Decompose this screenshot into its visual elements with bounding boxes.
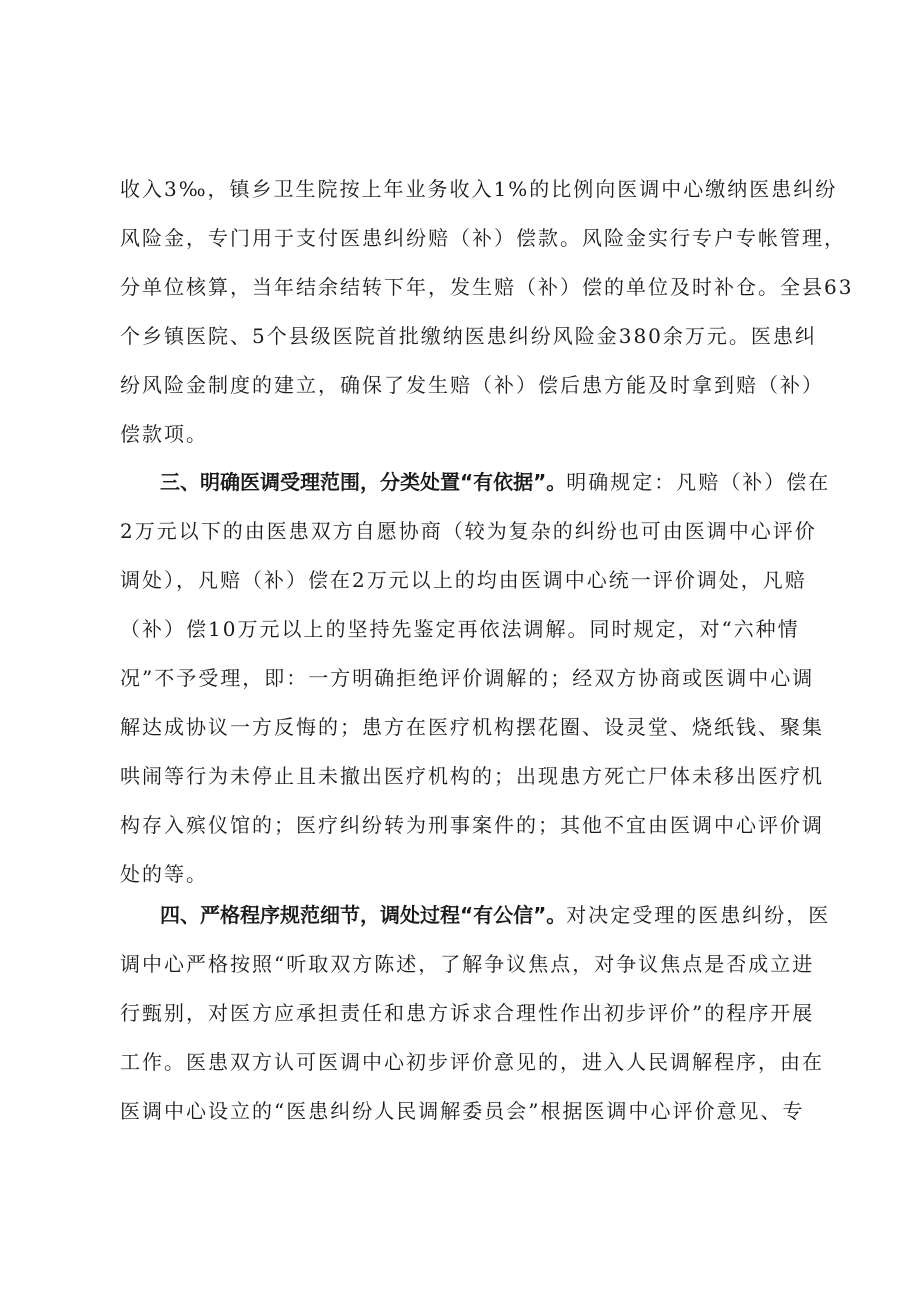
text-line: 哄闹等行为未停止且未撤出医疗机构的；出现患方死亡尸体未移出医疗机 [120, 764, 824, 788]
text-line: 行甄别，对医方应承担责任和患方诉求合理性作出初步评价”的程序开展 [120, 1001, 815, 1025]
text-line: 解达成协议一方反悔的；患方在医疗机构摆花圈、设灵堂、烧纸钱、聚集 [120, 715, 824, 739]
text-line: 工作。医患双方认可医调中心初步评价意见的，进入人民调解程序，由在 [120, 1050, 824, 1074]
text-line: 分单位核算，当年结余结转下年，发生赔（补）偿的单位及时补仓。全县63 [120, 275, 854, 299]
text-line: 医调中心设立的“医患纠纷人民调解委员会”根据医调中心评价意见、专 [120, 1099, 805, 1123]
text-line: 处的等。 [120, 862, 208, 886]
text-line: 纷风险金制度的建立，确保了发生赔（补）偿后患方能及时拿到赔（补） [120, 373, 824, 397]
section-heading: 四、严格程序规范细节，调处过程“有公信”。 [160, 903, 567, 927]
text-line: 收入3‰，镇乡卫生院按上年业务收入1%的比例向医调中心缴纳医患纠纷 [120, 177, 838, 201]
text-line: 构存入殡仪馆的；医疗纠纷转为刑事案件的；其他不宜由医调中心评价调 [120, 813, 824, 837]
text-line: （补）偿10万元以上的坚持先鉴定再依法调解。同时规定，对“六种情 [120, 617, 800, 641]
text-line: 个乡镇医院、5个县级医院首批缴纳医患纠纷风险金380余万元。医患纠 [120, 324, 817, 348]
text-line: 况”不予受理，即：一方明确拒绝评价调解的；经双方协商或医调中心调 [120, 666, 815, 690]
text-line: 调处），凡赔（补）偿在2万元以上的均由医调中心统一评价调处，凡赔 [120, 568, 807, 592]
heading-continuation: 明确规定：凡赔（补）偿在 [566, 470, 831, 494]
text-line [160, 467, 830, 497]
text-line: 风险金，专门用于支付医患纠纷赔（补）偿款。风险金实行专户专帐管理， [120, 226, 846, 250]
text-line: 调中心严格按照“听取双方陈述，了解争议焦点，对争议焦点是否成立进 [120, 952, 815, 976]
text-line: 偿款项。 [120, 422, 208, 446]
text-line: 2万元以下的由医患双方自愿协商（较为复杂的纠纷也可由医调中心评价 [120, 519, 817, 543]
text-line [160, 900, 830, 930]
section-heading: 三、明确医调受理范围，分类处置“有依据”。 [160, 470, 567, 494]
heading-continuation: 对决定受理的医患纠纷，医 [566, 903, 831, 927]
